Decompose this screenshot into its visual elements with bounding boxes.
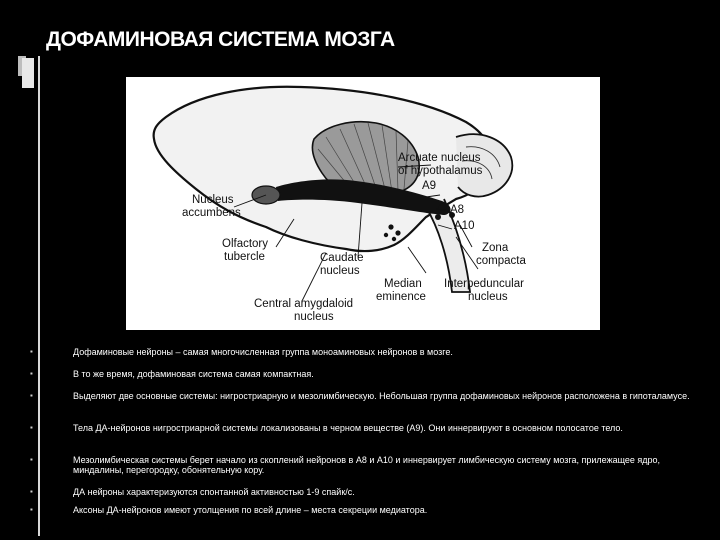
label-central-amygdaloid-1: Central amygdaloid xyxy=(254,298,354,310)
bullet-text: Выделяют две основные системы: нигростриарную и мезолимбическую. Небольшая группа дофаминовых нейронов расположена в гипоталамусе. xyxy=(73,391,690,401)
label-nucleus-accumbens-1: Nucleus xyxy=(192,194,234,206)
bullet-item xyxy=(30,455,706,487)
bullet-icon: ▪ xyxy=(30,347,33,356)
bullet-item xyxy=(30,505,706,519)
label-arcuate-1: Arcuate nucleus xyxy=(398,152,481,164)
bullet-item xyxy=(30,423,706,455)
label-median-2: eminence xyxy=(376,291,426,303)
label-a8: A8 xyxy=(450,204,465,216)
bullet-icon: ▪ xyxy=(30,505,33,514)
label-arcuate-2: of hypothalamus xyxy=(398,165,483,177)
brain-illustration xyxy=(126,77,600,330)
bullet-item xyxy=(30,347,706,369)
label-interpeduncular-2: nucleus xyxy=(468,291,508,303)
decorative-bar-bottom xyxy=(22,58,34,88)
bullet-text: Тела ДА-нейронов нигростриарной системы локализованы в черном веществе (А9). Они иннервируют в основном полосатое тело. xyxy=(73,423,623,433)
label-a9: A9 xyxy=(422,180,437,192)
label-nucleus-accumbens-2: accumbens xyxy=(182,207,241,219)
label-a10: A10 xyxy=(454,220,475,232)
bullet-item xyxy=(30,369,706,391)
label-interpeduncular-1: Interpeduncular xyxy=(444,278,524,290)
label-olfactory-1: Olfactory xyxy=(222,238,269,250)
label-olfactory-2: tubercle xyxy=(224,251,265,263)
slide-title: ДОФАМИНОВАЯ СИСТЕМА МОЗГА xyxy=(46,28,395,51)
bullet-icon: ▪ xyxy=(30,391,33,400)
bullet-icon: ▪ xyxy=(30,423,33,432)
bullet-icon: ▪ xyxy=(30,369,33,378)
bullet-text: Дофаминовые нейроны – самая многочисленная группа моноаминовых нейронов в мозге. xyxy=(73,347,453,357)
bullet-item xyxy=(30,487,706,505)
label-zona-1: Zona xyxy=(482,242,509,254)
brain-diagram xyxy=(126,77,600,330)
bullet-item xyxy=(30,391,706,423)
label-zona-2: compacta xyxy=(476,255,526,267)
bullet-text: В то же время, дофаминовая система самая компактная. xyxy=(73,369,314,379)
label-median-1: Median xyxy=(384,278,422,290)
bullet-text: Мезолимбическая системы берет начало из скоплений нейронов в А8 и А10 и иннервирует лимбическую систему мозга, прилежащее ядро, миндалины, перегородку, обонятельную кору. xyxy=(73,455,661,475)
label-caudate-2: nucleus xyxy=(320,265,360,277)
bullet-text: ДА нейроны характеризуются спонтанной активностью 1-9 спайк/с. xyxy=(73,487,355,497)
bullet-icon: ▪ xyxy=(30,487,33,496)
bullet-text: Аксоны ДА-нейронов имеют утолщения по всей длине – места секреции медиатора. xyxy=(73,505,428,515)
bullet-icon: ▪ xyxy=(30,455,33,464)
label-central-amygdaloid-2: nucleus xyxy=(294,311,334,323)
bullet-list xyxy=(30,347,706,519)
label-caudate-1: Caudate xyxy=(320,252,364,264)
